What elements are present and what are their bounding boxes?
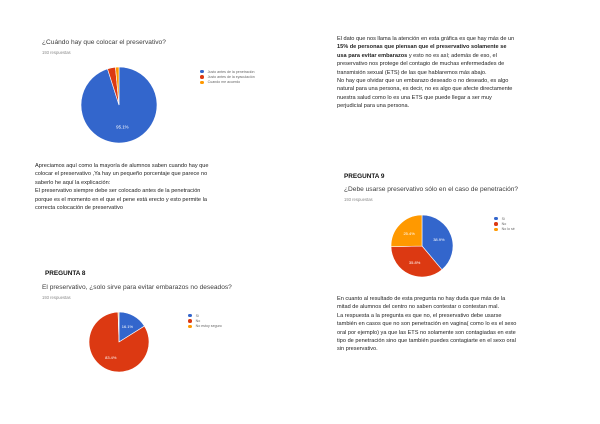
pie-slice-label: 95.1% xyxy=(116,124,129,130)
para-line: saberlo he aquí la explicación: xyxy=(35,179,111,186)
legend-label: No lo sé xyxy=(501,227,515,232)
para-line: Apreciamos aquí como la mayoría de alumnos saben cuando hay que xyxy=(35,163,209,169)
para-line: El preservativo siempre debe ser colocado antes de la penetración xyxy=(35,188,201,195)
legend-label: No xyxy=(195,319,201,324)
para-line: transmisión sexual (ETS) de las que hablaremos más abajo. xyxy=(337,69,487,76)
legend-label: Sí xyxy=(195,313,199,318)
chart3-title: El preservativo, ¿solo sirve para evitar embarazos no deseados? xyxy=(42,284,232,291)
pie-slice-label: 83.4% xyxy=(105,354,117,360)
legend-label: Sí xyxy=(501,216,505,221)
para-line: sin preservativo. xyxy=(337,346,378,353)
para-line: correcta colocación de preservativo xyxy=(35,205,123,212)
legend-label: Justo antes de la penetración xyxy=(207,69,255,74)
para-line: mitad de alumnos del centro no saben contestar o contestan mal. xyxy=(337,304,500,311)
pie-slice-label: 38.9% xyxy=(433,237,445,243)
chart2-pie xyxy=(390,214,456,280)
chart1-title: ¿Cuándo hay que colocar el preservativo? xyxy=(42,39,166,46)
para-line: El dato que nos llama la atención en esta gráfica es que hay más de un xyxy=(337,36,515,42)
top-right-paragraph xyxy=(337,35,572,111)
chart3-heading: PREGUNTA 8 xyxy=(45,270,86,277)
legend-label: No xyxy=(501,222,507,227)
chart3-pie xyxy=(88,311,152,375)
para-line: oral por ejemplo) ya que las ETS no solamente son contagiadas en este xyxy=(337,329,516,336)
pie-slice-label: 35.8% xyxy=(408,259,421,265)
chart2-legend xyxy=(494,216,515,232)
chart2-title: ¿Debe usarse preservativo sólo en el caso de penetración? xyxy=(344,186,519,193)
para-line xyxy=(337,52,572,60)
chart3-subtitle: 193 respuestas xyxy=(42,295,71,300)
legend-swatch xyxy=(200,75,204,79)
para-line: tipo de penetración sino que también puedes contagiarte en el sexo oral xyxy=(337,338,516,345)
para-line-rest: y esto no es así; además de eso, el xyxy=(407,52,497,59)
pie-slice-label: 25.4% xyxy=(403,230,415,236)
chart3-legend-item xyxy=(188,324,222,329)
para-line: colocar el preservativo ,Ya hay un pequeño porcentaje que parece no xyxy=(35,171,208,178)
para-line: perjudicial para una persona. xyxy=(337,103,410,110)
legend-label: No estoy seguro xyxy=(195,324,222,329)
legend-swatch xyxy=(494,228,498,232)
para-line: natural para una persona, es decir, no es algo que afecte directamente xyxy=(337,86,513,93)
para-line: No hay que olvidar que un embarazo deseado o no deseado, es algo xyxy=(337,78,509,85)
para-line: 15% de personas que piensan que el preservativo solamente se xyxy=(337,44,507,51)
chart1-subtitle: 193 respuestas xyxy=(42,50,71,55)
chart1-pie xyxy=(80,66,160,146)
legend-swatch xyxy=(200,70,204,74)
legend-swatch xyxy=(200,81,204,85)
para-line: preservativo nos protege del contagio de muchas enfermedades de xyxy=(337,61,505,68)
legend-swatch xyxy=(188,319,192,323)
legend-label: Cuando me acuerdo xyxy=(207,80,241,85)
bold-phrase: usa para evitar embarazos xyxy=(337,52,408,59)
para-line: porque es el momento en el que el pene está erecto y esto permite la xyxy=(35,196,207,203)
chart1-legend-item xyxy=(200,69,255,74)
para-line: también en casos que no son penetración en vagina( como lo es el sexo xyxy=(337,321,517,328)
para-line: nuestra salud como lo es una ETS que puede llegar a ser muy xyxy=(337,94,492,101)
chart1-legend-item xyxy=(200,80,255,85)
chart2-heading: PREGUNTA 9 xyxy=(344,173,385,180)
para-line: La respuesta a la pregunta es que no, el preservativo debe usarse xyxy=(337,312,502,319)
chart3-legend xyxy=(188,313,222,329)
legend-swatch xyxy=(494,222,498,226)
bottom-right-paragraph xyxy=(337,295,577,354)
legend-swatch xyxy=(188,325,192,329)
chart2-legend-item xyxy=(494,227,515,232)
legend-swatch xyxy=(494,217,498,221)
para-line: En cuanto al resultado de esta pregunta no hay duda que más de la xyxy=(337,296,506,302)
chart1-legend-item xyxy=(200,74,255,79)
legend-label: Justo antes de la eyaculación xyxy=(207,75,255,80)
chart1-legend xyxy=(200,69,255,85)
left-paragraph xyxy=(35,162,275,212)
legend-swatch xyxy=(188,314,192,318)
chart2-subtitle: 193 respuestas xyxy=(344,197,373,202)
pie-slice-label: 16.1% xyxy=(121,324,134,330)
